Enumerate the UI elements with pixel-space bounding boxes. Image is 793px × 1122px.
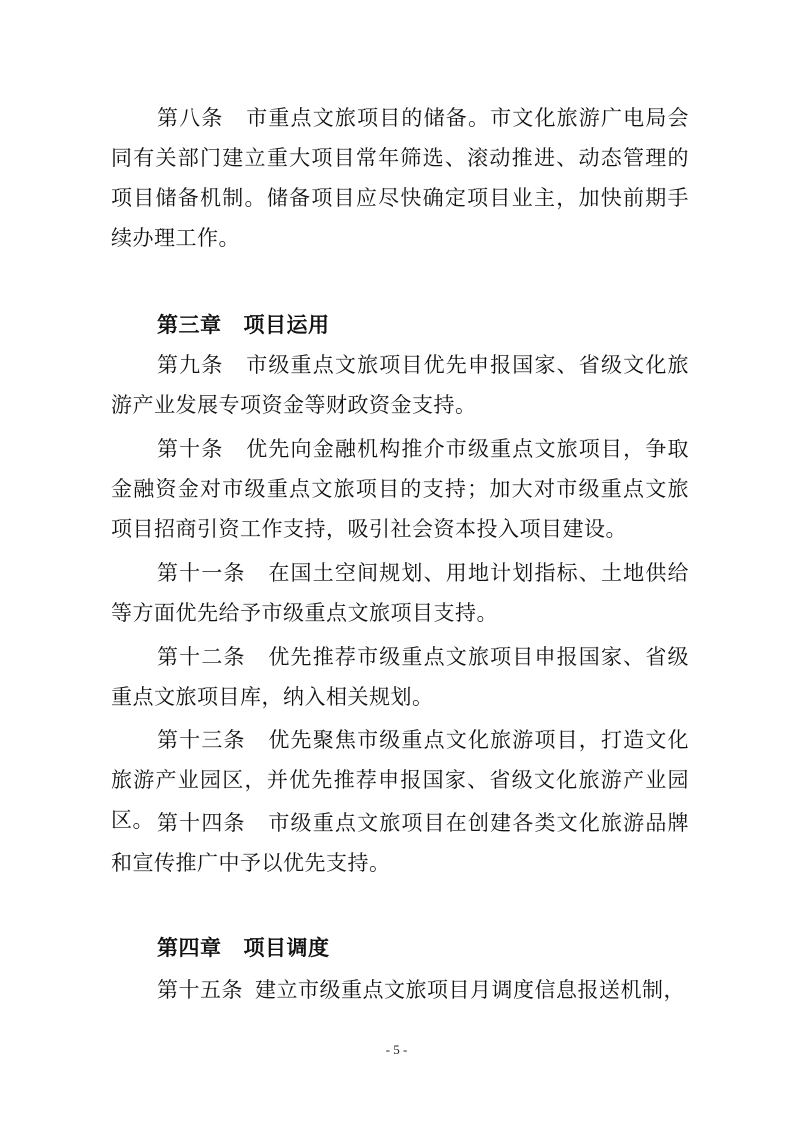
article-number: 第十一条 [157,561,246,585]
article-text: 优先聚焦市级重点文化旅游项目，打造文化旅游产业园区，并优先推荐申报国家、省级文化旅游产业园区。 [111,728,690,832]
article-12 [111,637,689,717]
article-14 [111,803,689,883]
article-number: 第十二条 [157,645,246,669]
article-text: 市级重点文旅项目优先申报国家、省级文化旅游产业发展专项资金等财政资金支持。 [111,353,690,417]
chapter-number: 第三章 [157,313,222,337]
article-9 [111,345,689,425]
article-text: 在国土空间规划、用地计划指标、土地供给等方面优先给予市级重点文旅项目支持。 [111,561,690,625]
article-text: 市级重点文旅项目在创建各类文化旅游品牌和宣传推广中予以优先支持。 [111,811,690,875]
chapter-heading-4 [157,928,330,968]
article-10 [111,429,689,549]
article-number: 第九条 [157,353,224,377]
article-11 [111,553,689,633]
page-number: - 5 - [385,1042,408,1057]
article-text: 市重点文旅项目的储备。市文化旅游广电局会同有关部门建立重大项目常年筛选、滚动推进、动态管理的项目储备机制。储备项目应尽快确定项目业主，加快前期手续办理工作。 [111,106,690,250]
article-text: 优先向金融机构推介市级重点文旅项目，争取金融资金对市级重点文旅项目的支持；加大对市级重点文旅项目招商引资工作支持，吸引社会资本投入项目建设。 [111,437,690,541]
chapter-title: 项目运用 [243,313,330,337]
article-number: 第十三条 [157,728,246,752]
article-text: 优先推荐市级重点文旅项目申报国家、省级重点文旅项目库，纳入相关规划。 [111,645,690,709]
article-number: 第十五条 [157,978,243,1002]
chapter-title: 项目调度 [243,936,330,960]
article-number: 第十四条 [157,811,246,835]
article-8 [111,98,689,258]
article-number: 第十条 [157,437,224,461]
article-text: 建立市级重点文旅项目月调度信息报送机制， [255,978,685,1002]
chapter-number: 第四章 [157,936,222,960]
chapter-heading-3 [157,305,330,345]
article-number: 第八条 [157,106,224,130]
article-15 [111,970,689,1010]
